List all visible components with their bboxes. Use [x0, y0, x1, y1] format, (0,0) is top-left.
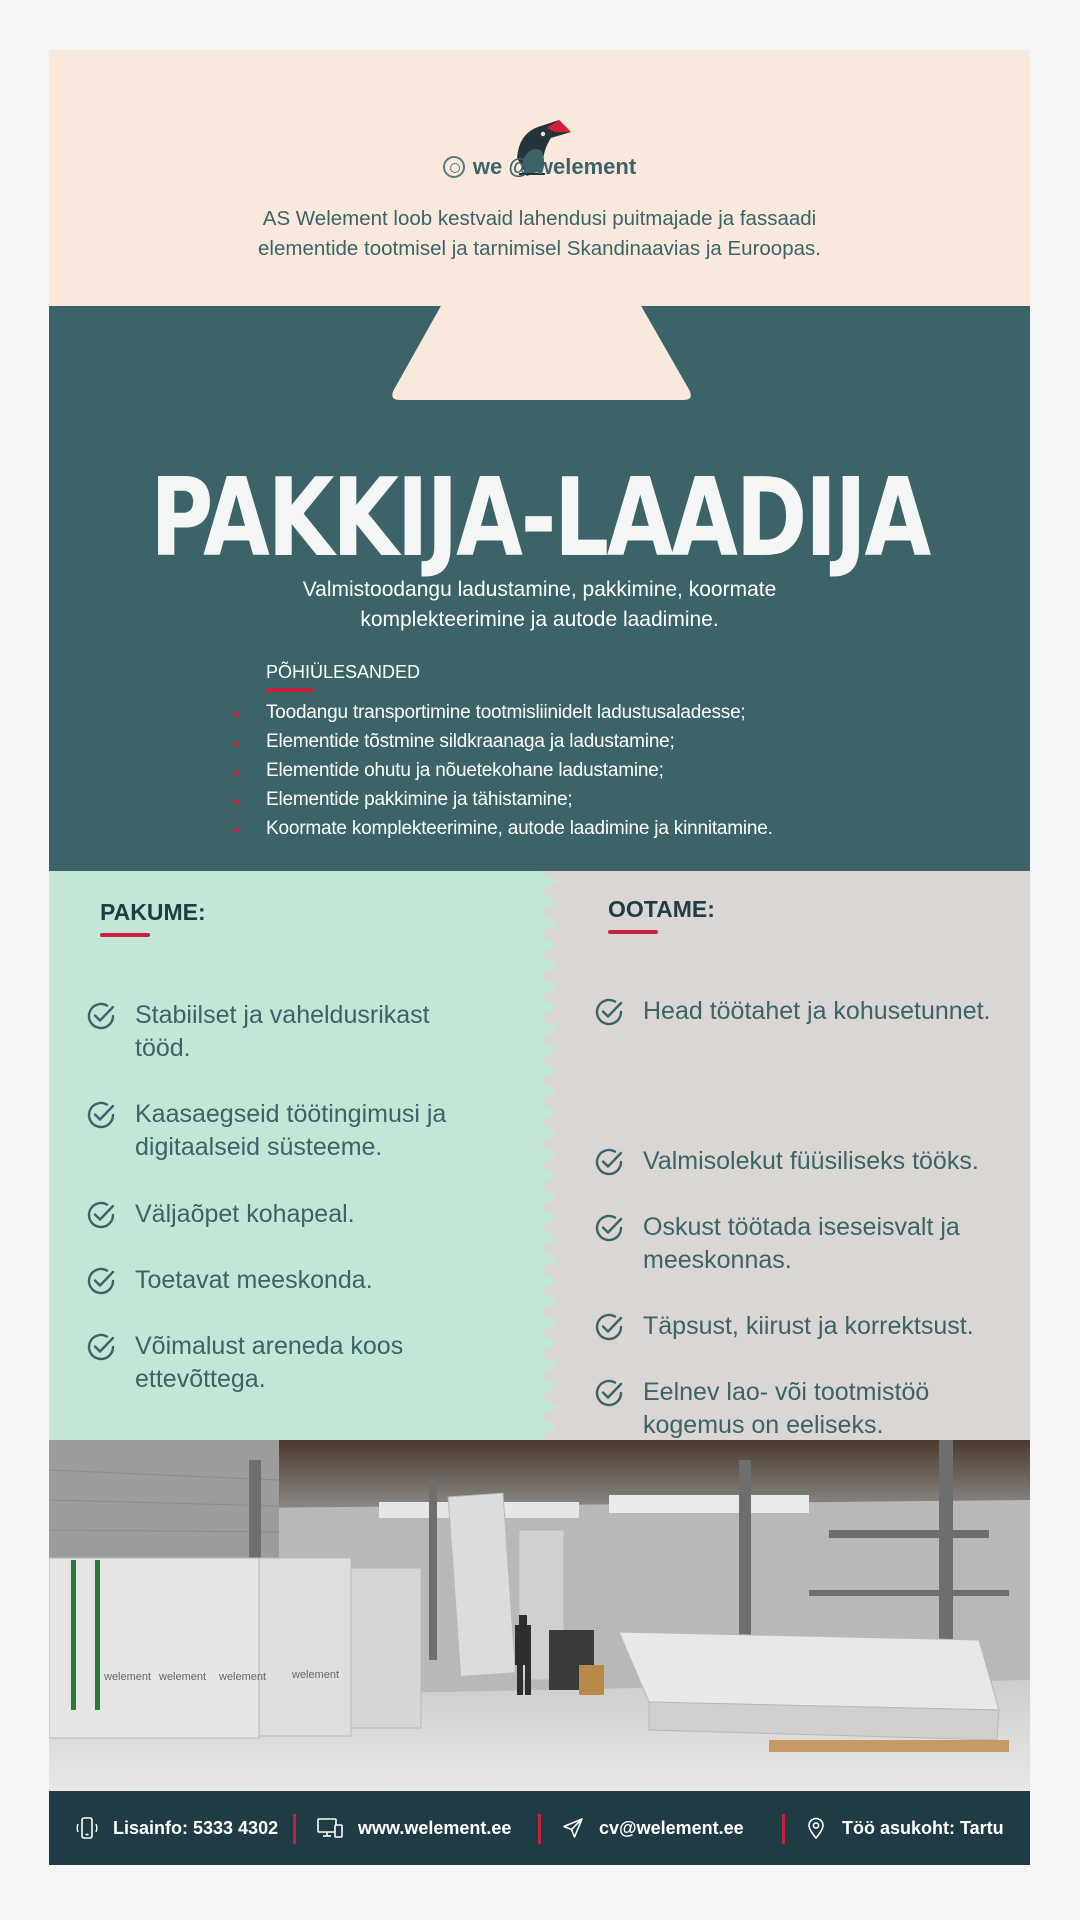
contact-location: Töö asukoht: Tartu	[804, 1791, 1004, 1865]
task-item: Toodangu transportimine tootmisliinidelt ladustusaladesse;	[266, 698, 773, 727]
check-circle-icon	[593, 1212, 625, 1244]
header-notch	[49, 304, 1030, 476]
check-circle-icon	[85, 1265, 117, 1297]
check-circle-icon	[593, 1146, 625, 1178]
expect-item: Eelnev lao- või tootmistöö kogemus on eeliseks.	[593, 1376, 1013, 1442]
zigzag-divider	[522, 871, 558, 1440]
brand-tagline: we @ welement	[49, 154, 1030, 180]
contact-footer	[49, 1791, 1030, 1865]
expect-item: Head töötahet ja kohusetunnet.	[593, 995, 1013, 1028]
task-item: Elementide pakkimine ja tähistamine;	[266, 785, 773, 814]
send-icon	[561, 1816, 585, 1840]
contact-website[interactable]: www.welement.ee	[316, 1791, 511, 1865]
job-subtitle: Valmistoodangu ladustamine, pakkimine, koormate komplekteerimine ja autode laadimine.	[302, 578, 777, 631]
offer-item: Stabiilset ja vaheldusrikast tööd.	[85, 999, 485, 1065]
footer-divider	[782, 1814, 785, 1844]
offer-heading: PAKUME:	[100, 899, 206, 925]
task-item: Elementide tõstmine sildkraanaga ja ladustamine;	[266, 727, 773, 756]
expect-item: Oskust töötada iseseisvalt ja meeskonnas.	[593, 1211, 1013, 1277]
tasks-list	[266, 698, 773, 843]
devices-icon	[316, 1816, 344, 1840]
expect-heading: OOTAME:	[608, 896, 715, 922]
footer-divider	[538, 1814, 541, 1844]
check-circle-icon	[85, 1199, 117, 1231]
task-item: Koormate komplekteerimine, autode laadimine ja kinnitamine.	[266, 814, 773, 843]
job-title: PAKKIJA-LAADIJA	[150, 456, 929, 581]
bag-label: welement	[159, 1671, 207, 1683]
expect-heading-underline	[608, 930, 658, 934]
task-item: Elementide ohutu ja nõuetekohane ladustamine;	[266, 756, 773, 785]
footer-divider	[293, 1814, 296, 1844]
contact-email[interactable]: cv@welement.ee	[561, 1791, 744, 1865]
check-circle-icon	[593, 996, 625, 1028]
offer-item: Väljaõpet kohapeal.	[85, 1198, 485, 1231]
offer-item: Toetavat meeskonda.	[85, 1264, 485, 1297]
expect-item: Täpsust, kiirust ja korrektsust.	[593, 1310, 1013, 1343]
tasks-heading-underline	[266, 688, 314, 692]
expect-item: Valmisolekut füüsiliseks tööks.	[593, 1145, 1013, 1178]
offer-item: Võimalust areneda koos ettevõttega.	[85, 1330, 485, 1396]
contact-phone[interactable]: Lisainfo: 5333 4302	[75, 1791, 278, 1865]
offer-heading-underline	[100, 933, 150, 937]
welement-emblem-icon	[443, 156, 465, 178]
woodpecker-logo-icon	[49, 98, 1030, 208]
warehouse-photo	[49, 1440, 1030, 1791]
bag-label: welement	[104, 1671, 152, 1683]
check-circle-icon	[85, 1099, 117, 1131]
offer-item: Kaasaegseid töötingimusi ja digitaalseid süsteeme.	[85, 1098, 485, 1164]
bag-label: welement	[292, 1669, 340, 1681]
check-circle-icon	[593, 1377, 625, 1409]
tasks-heading: PÕHIÜLESANDED	[266, 662, 421, 682]
job-poster	[49, 50, 1030, 1865]
check-circle-icon	[85, 1000, 117, 1032]
location-pin-icon	[804, 1816, 828, 1840]
phone-icon	[75, 1816, 99, 1840]
bag-label: welement	[219, 1671, 267, 1683]
company-intro: AS Welement loob kestvaid lahendusi puitmajade ja fassaadi elementide tootmisel ja tarnimisel Skandinaavias ja Euroopas.	[258, 207, 821, 260]
check-circle-icon	[85, 1331, 117, 1363]
check-circle-icon	[593, 1311, 625, 1343]
